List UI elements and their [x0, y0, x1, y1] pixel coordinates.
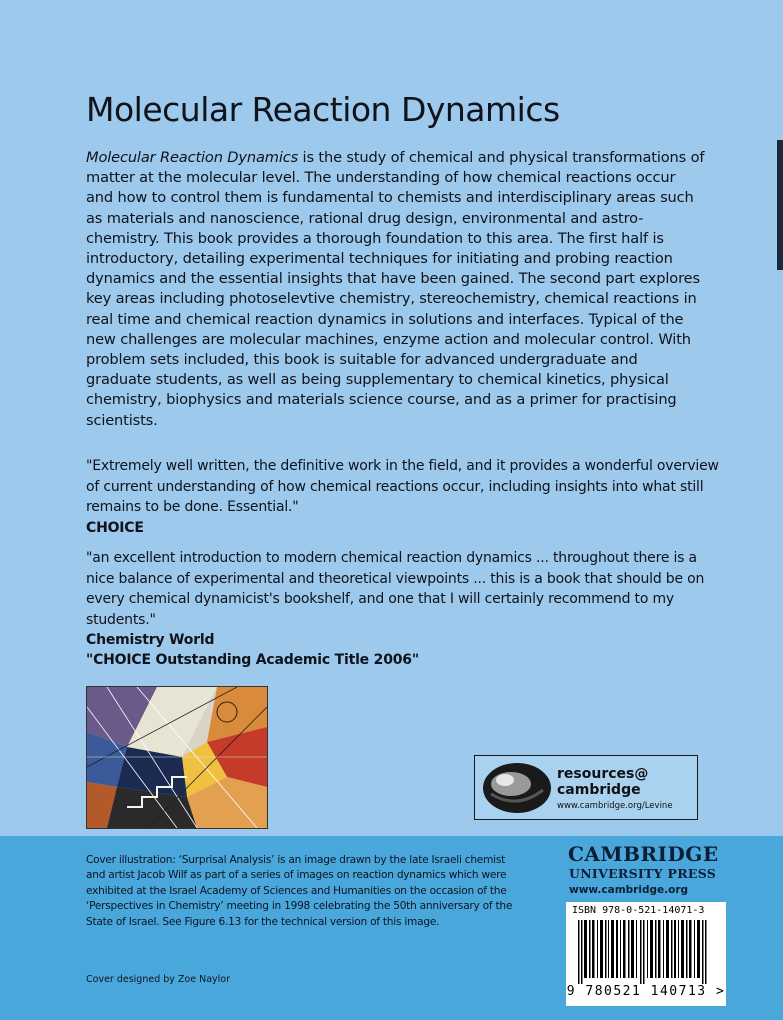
- resources-url[interactable]: www.cambridge.org/Levine: [557, 801, 673, 811]
- book-title-italic: Molecular Reaction Dynamics: [86, 149, 299, 166]
- review-quote-1: [86, 456, 726, 538]
- page-title: Molecular Reaction Dynamics: [86, 90, 560, 129]
- resources-logo-icon: [481, 760, 553, 820]
- isbn-label: ISBN 978-0-521-14071-3: [572, 905, 705, 916]
- cover-designer-credit: Cover designed by Zoe Naylor: [86, 974, 231, 985]
- quote-text: "an excellent introduction to modern chemical reaction dynamics ... throughout there is a nice balance of experimental and theoretical viewpoints ... this is a book that should be on every chemical dynamicist's bookshelf, and one that I will certainly recommend to my students.": [86, 550, 705, 628]
- review-quote-2: [86, 548, 726, 651]
- award-line: "CHOICE Outstanding Academic Title 2006": [86, 652, 419, 668]
- book-description: [86, 148, 706, 431]
- resources-label: resources@: [557, 766, 649, 782]
- resources-cambridge-label: cambridge: [557, 782, 641, 798]
- edge-strip: [777, 140, 783, 270]
- cover-artwork: [86, 686, 268, 829]
- barcode-number: 9 780521 140713 >: [566, 984, 726, 999]
- resources-cambridge-box[interactable]: [474, 755, 698, 820]
- publisher-press: UNIVERSITY PRESS: [569, 866, 717, 881]
- quote-source: Chemistry World: [86, 632, 215, 648]
- publisher-name: CAMBRIDGE: [568, 842, 719, 866]
- quote-source: CHOICE: [86, 519, 144, 536]
- description-body: is the study of chemical and physical transformations of matter at the molecular level. The understanding of how chemical reactions occur and how to control them is fundamental to chemists and interdisciplinary areas such as materials and nanoscience, rational drug design, environmental and astro-chemistry. This book provides a thorough foundation to this area. The first half is introductory, detailing experimental techniques for initiating and probing reaction dynamics and the essential insights that have been gained. The second part explores key areas including photoselevtive chemistry, stereochemistry, chemical reactions in real time and chemical reaction dynamics in solutions and interfaces. Typical of the new challenges are molecular machines, enzyme action and molecular control. With problem sets included, this book is suitable for advanced undergraduate and graduate students, as well as being supplementary to chemical kinetics, physical chemistry, biophysics and materials science course, and as a primer for practising scientists.: [86, 149, 705, 429]
- barcode-icon: [570, 920, 722, 984]
- quote-text: "Extremely well written, the definitive work in the field, and it provides a wonderful overview of current understanding of how chemical reactions occur, including insights into what still remains to be done. Essential.": [86, 458, 719, 515]
- barcode-panel: [566, 902, 726, 1006]
- cover-illustration-credit: Cover illustration: ‘Surprisal Analysis’ is an image drawn by the late Israeli chemist and artist Jacob Wilf as part of a series of images on reaction dynamics which were exhibited at the Israel Academy of Sciences and Humanities on the occasion of the ‘Perspectives in Chemistry’ meeting in 1998 celebrating the 50th anniversary of the State of Israel. See Figure 6.13 for the technical version of this image.: [86, 854, 513, 928]
- publisher-url[interactable]: www.cambridge.org: [569, 884, 689, 896]
